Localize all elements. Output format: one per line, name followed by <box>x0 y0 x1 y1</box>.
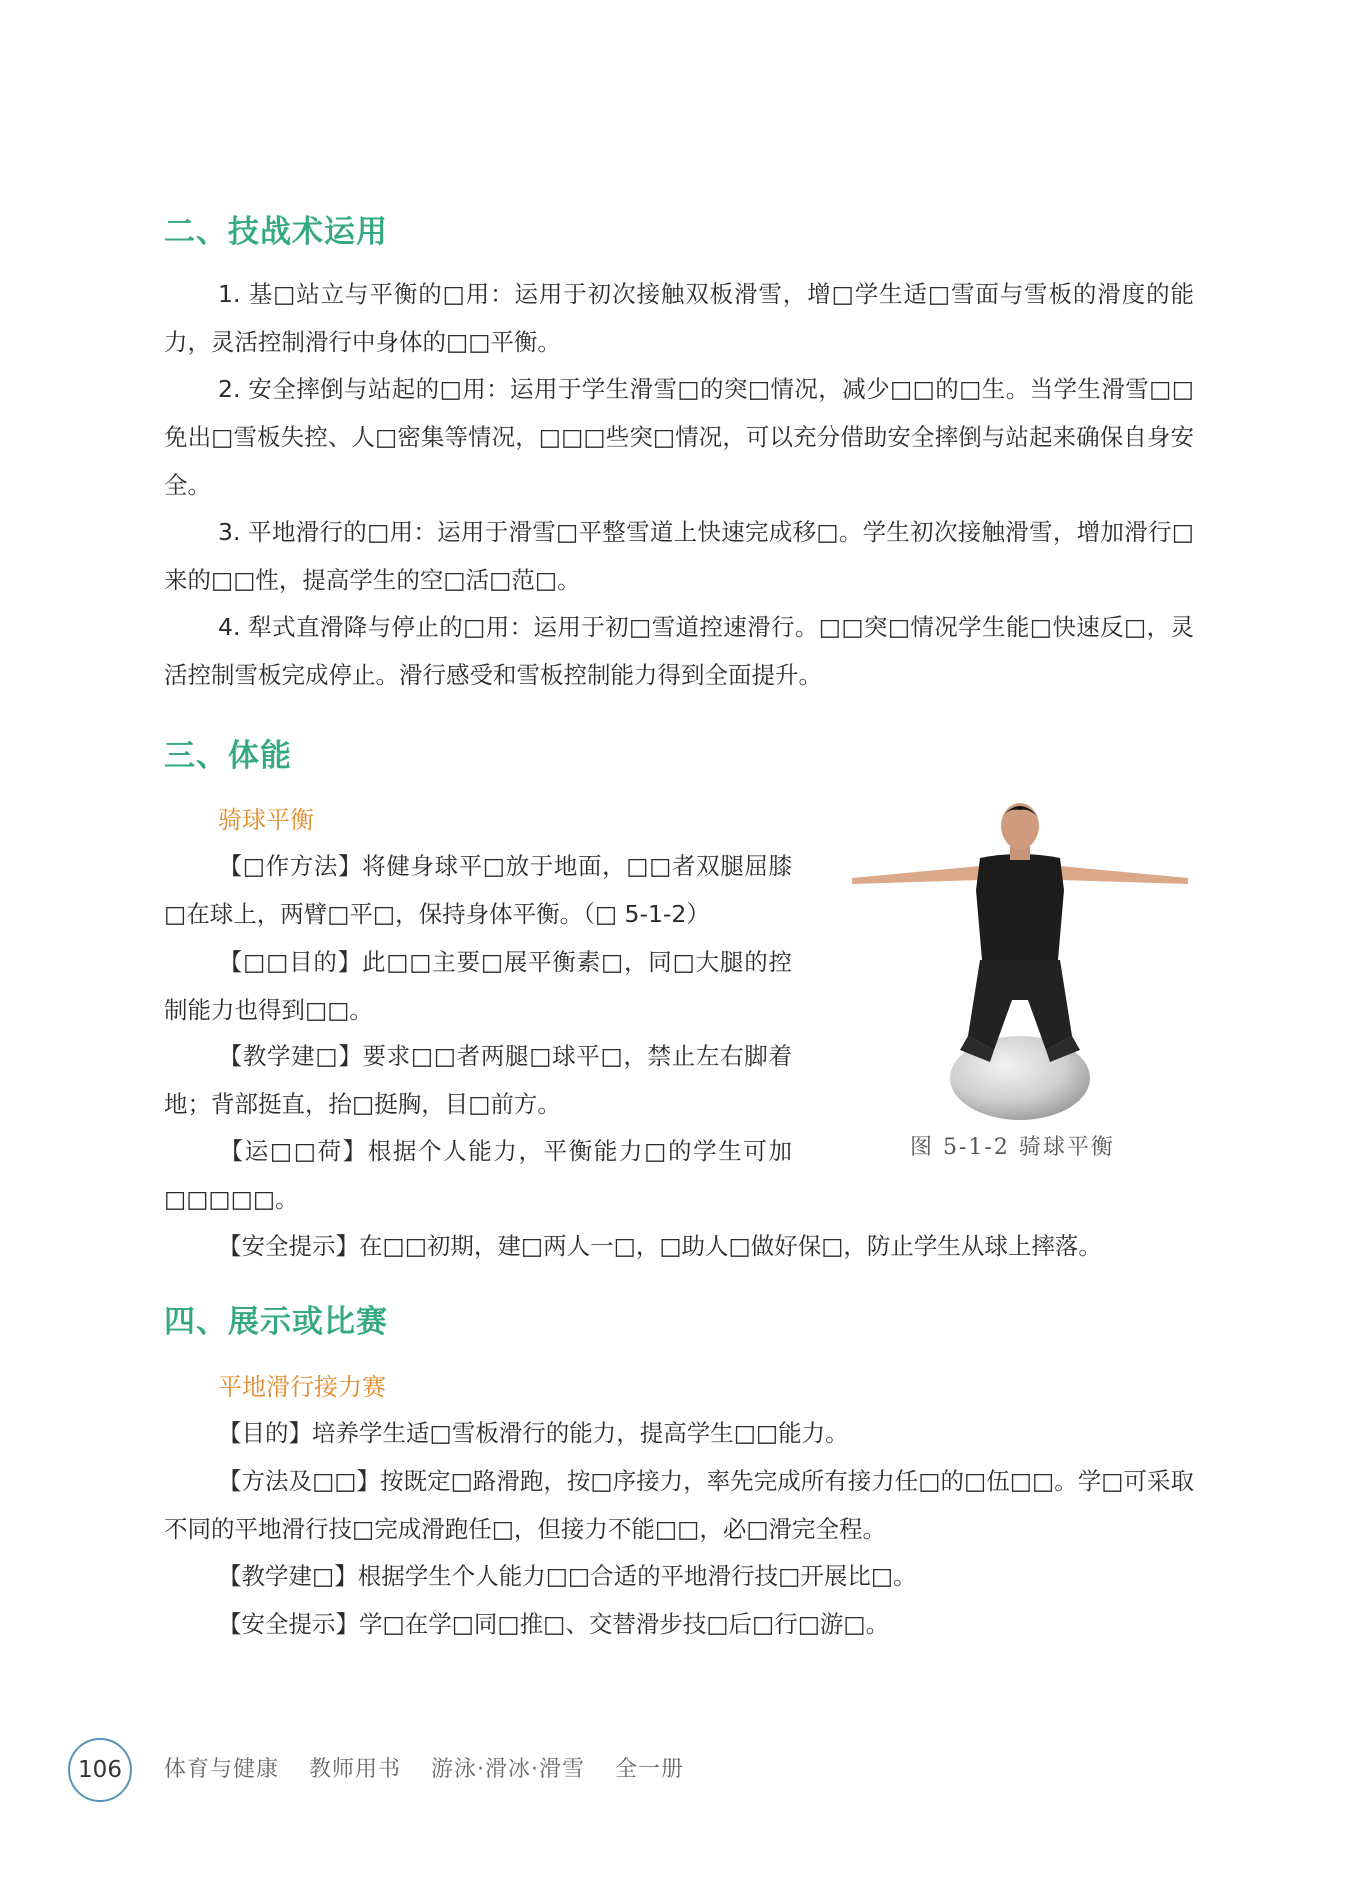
paragraph: 1. 基□站立与平衡的□用：运用于初次接触双板滑雪，增□学生适□雪面与雪板的滑度的能力，灵活控制滑行中身体的□□平衡。 <box>164 280 1194 356</box>
paragraph: 【运□□荷】根据个人能力，平衡能力□的学生可加□□□□□。 <box>164 1137 792 1213</box>
competition-subtitle: 平地滑行接力赛 <box>218 1373 386 1401</box>
section-title-competition: 四、展示或比赛 <box>164 1304 388 1340</box>
paragraph: 3. 平地滑行的□用：运用于滑雪□平整雪道上快速完成移□。学生初次接触滑雪，增加滑行□来的□□性，提高学生的空□活□范□。 <box>164 518 1194 594</box>
paragraph: 【安全提示】学□在学□同□推□、交替滑步技□后□行□游□。 <box>218 1610 890 1638</box>
page-number: 106 <box>68 1738 132 1802</box>
section-title-tactics: 二、技战术运用 <box>164 214 388 250</box>
paragraph: 【□作方法】将健身球平□放于地面，□□者双腿屈膝□在球上，两臂□平□，保持身体平衡。（□ 5-1-2） <box>164 852 792 928</box>
paragraph: 【安全提示】在□□初期，建□两人一□，□助人□做好保□，防止学生从球上摔落。 <box>218 1232 1102 1260</box>
paragraph: 【目的】培养学生适□雪板滑行的能力，提高学生□□能力。 <box>218 1419 849 1447</box>
paragraph: 【教学建□】要求□□者两腿□球平□，禁止左右脚着地；背部挺直，抬□挺胸，目□前方。 <box>164 1042 792 1118</box>
paragraph: 【教学建□】根据学生个人能力□□合适的平地滑行技□开展比□。 <box>218 1562 917 1590</box>
balance-ball-photo <box>840 800 1200 1120</box>
footer-type: 教师用书 <box>309 1757 402 1782</box>
paragraph: 【方法及□□】按既定□路滑跑，按□序接力，率先完成所有接力任□的□伍□□。学□可采取不同的平地滑行技□完成滑跑任□，但接力不能□□，必□滑完全程。 <box>164 1467 1194 1543</box>
section-title-fitness: 三、体能 <box>164 738 292 774</box>
paragraph: 【□□目的】此□□主要□展平衡素□，同□大腿的控制能力也得到□□。 <box>164 948 792 1024</box>
footer-volume: 全一册 <box>615 1757 685 1782</box>
footer-book-info <box>164 1752 706 1783</box>
footer-topic: 游泳·滑冰·滑雪 <box>431 1757 586 1782</box>
footer-book: 体育与健康 <box>164 1757 280 1782</box>
exercise-subtitle: 骑球平衡 <box>218 806 314 834</box>
paragraph: 2. 安全摔倒与站起的□用：运用于学生滑雪□的突□情况，减少□□的□生。当学生滑雪□□免出□雪板失控、人□密集等情况，□□□些突□情况，可以充分借助安全摔倒与站起来确保自身安全。 <box>164 375 1194 499</box>
paragraph: 4. 犁式直滑降与停止的□用：运用于初□雪道控速滑行。□□突□情况学生能□快速反□，灵活控制雪板完成停止。滑行感受和雪板控制能力得到全面提升。 <box>164 613 1194 689</box>
figure-caption: 图 5-1-2 骑球平衡 <box>910 1135 1115 1160</box>
